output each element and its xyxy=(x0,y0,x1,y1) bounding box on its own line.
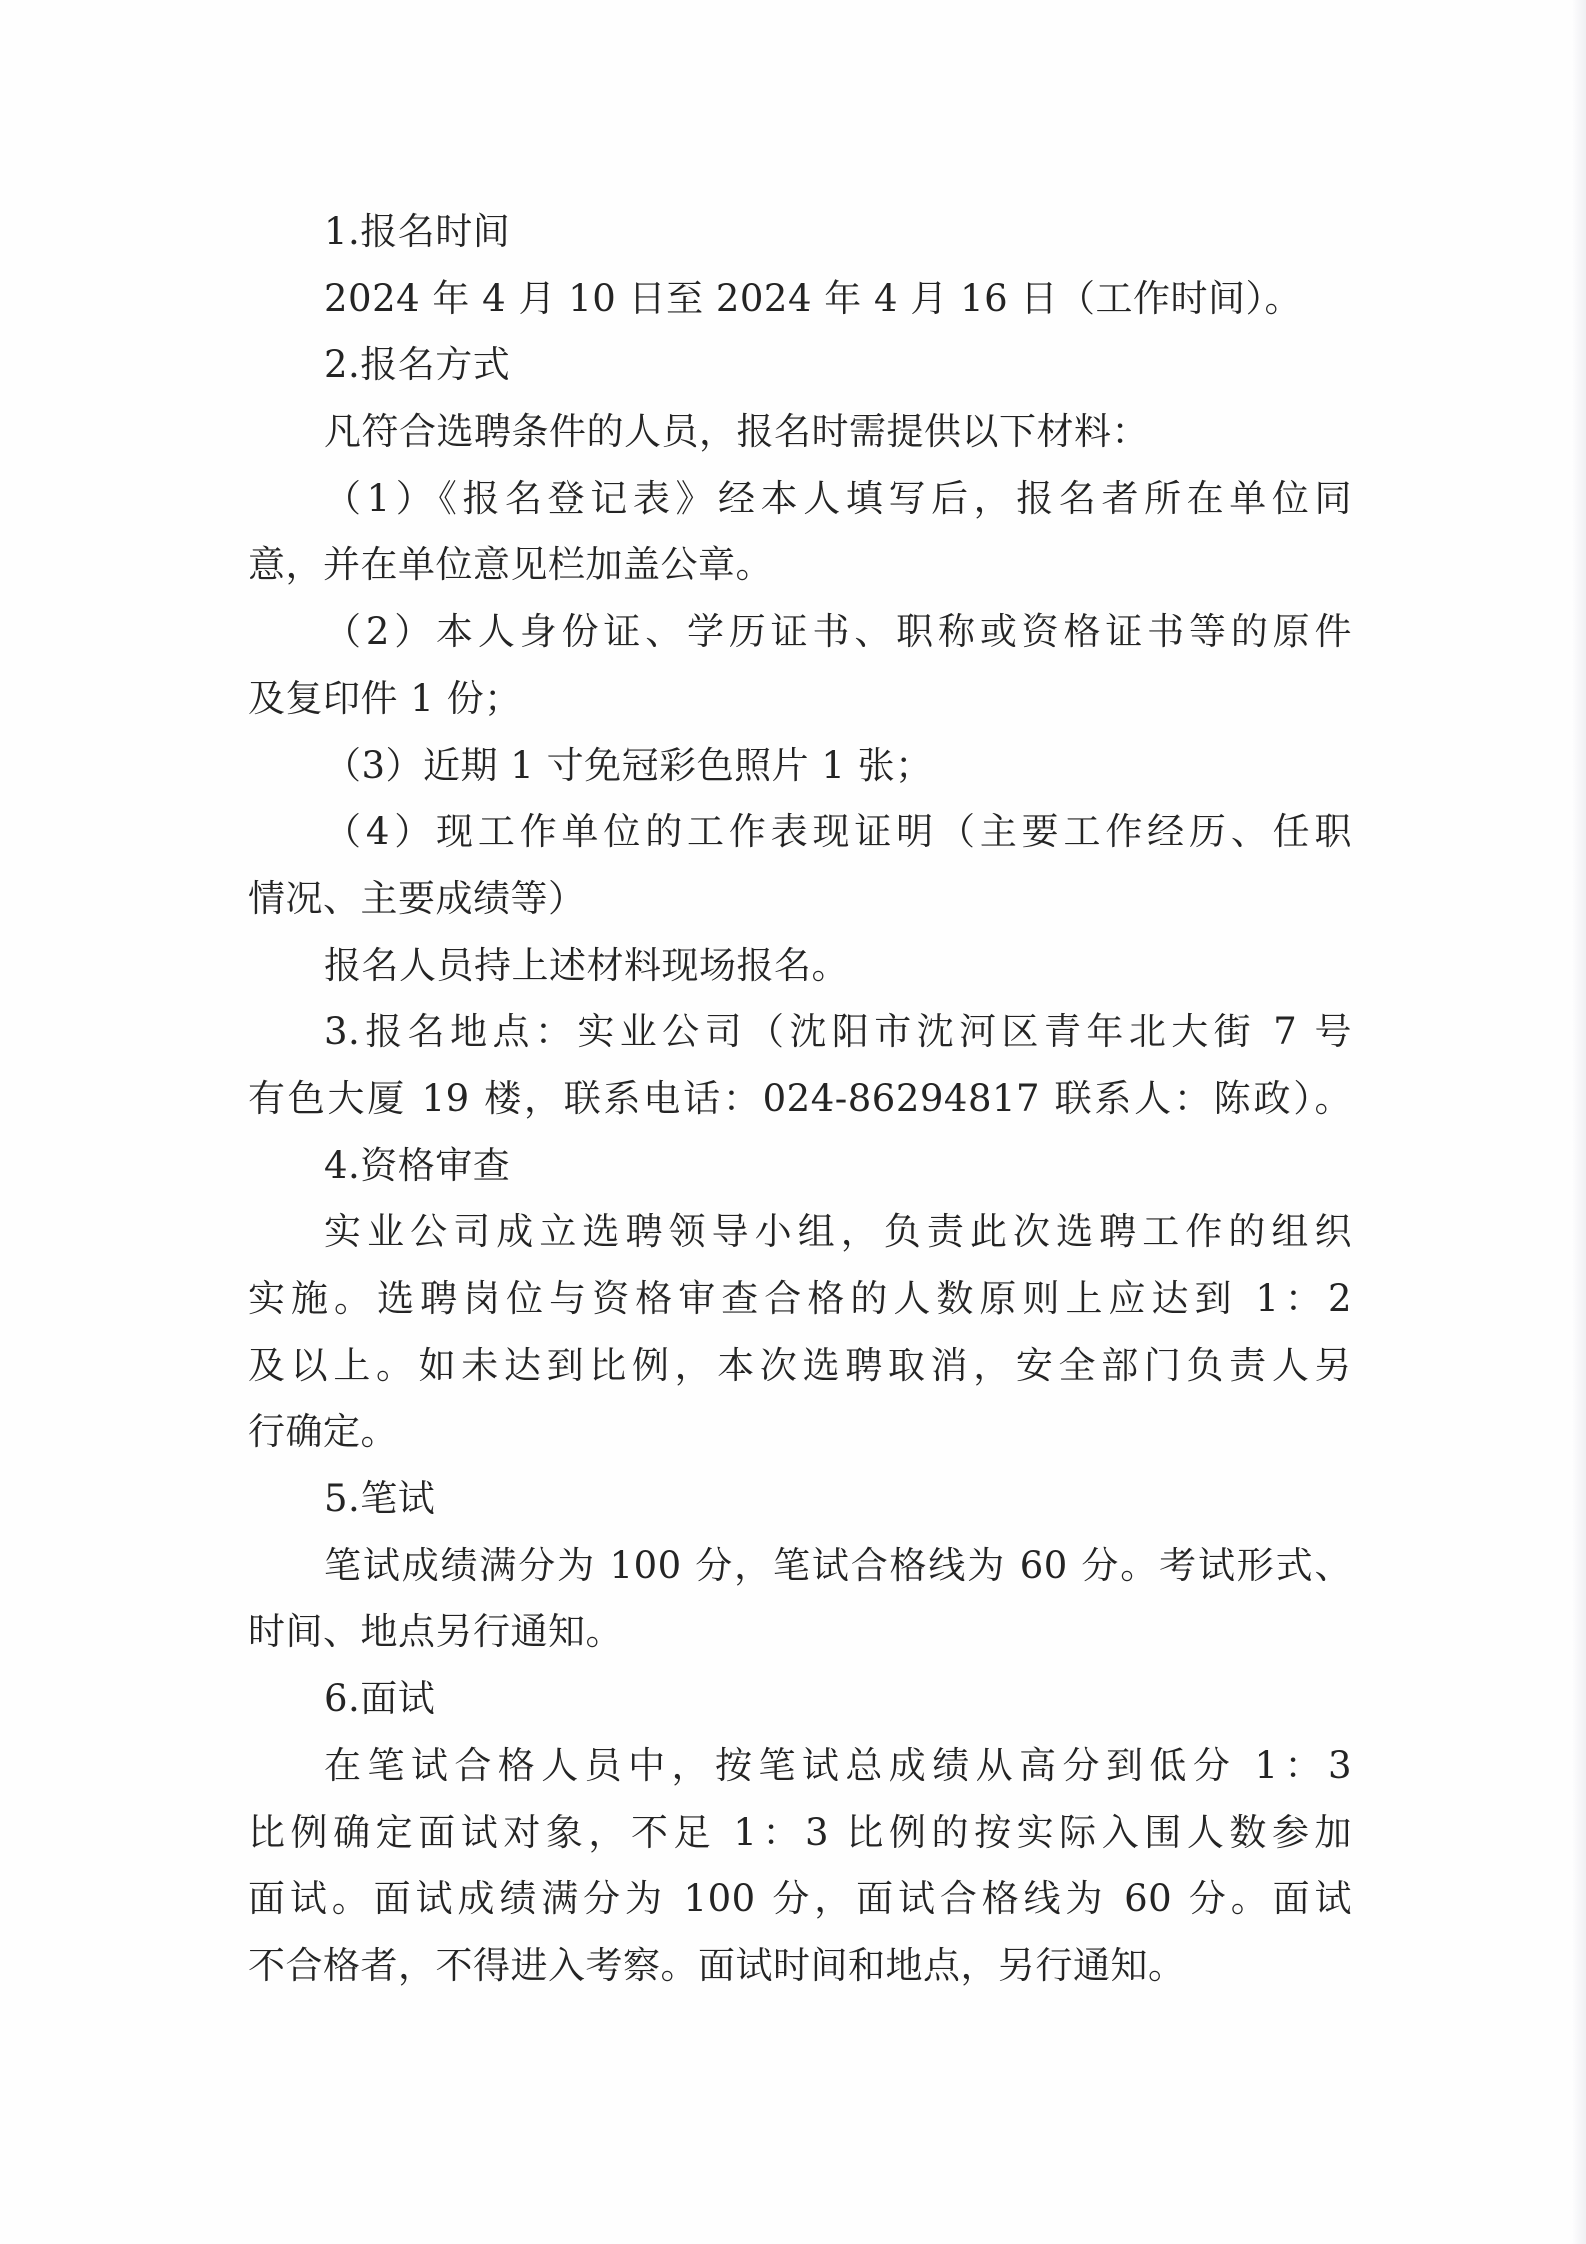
list-item-line: （1）《报名登记表》经本人填写后，报名者所在单位同 xyxy=(324,476,1352,520)
heading-line: 5.笔试 xyxy=(324,1477,436,1521)
section-heading-registration-time xyxy=(248,199,1352,266)
paragraph-line: 实业公司成立选聘领导小组，负责此次选聘工作的组织 xyxy=(324,1210,1352,1254)
materials-item-3 xyxy=(248,733,1352,800)
list-item-line: 及复印件 1 份； xyxy=(248,676,522,720)
section-heading-registration-method xyxy=(248,332,1352,399)
section-heading-interview xyxy=(248,1666,1352,1733)
registration-materials-intro xyxy=(248,399,1352,466)
registration-in-person-note xyxy=(248,933,1352,1000)
list-item-line: （3）近期 1 寸免冠彩色照片 1 张； xyxy=(324,743,933,787)
paragraph-line: 不合格者，不得进入考察。面试时间和地点，另行通知。 xyxy=(248,1943,1186,1987)
paragraph-line: 笔试成绩满分为 100 分，笔试合格线为 60 分。考试形式、 xyxy=(324,1543,1352,1587)
paragraph-line: 2024 年 4 月 10 日至 2024 年 4 月 16 日（工作时间）。 xyxy=(324,276,1302,320)
section-heading-qualification-review xyxy=(248,1133,1352,1200)
paragraph-line: 实施。选聘岗位与资格审查合格的人数原则上应达到 1：2 xyxy=(248,1277,1352,1320)
list-item-line: （2）本人身份证、学历证书、职称或资格证书等的原件 xyxy=(324,610,1352,654)
scan-edge-shadow xyxy=(1572,0,1586,2244)
materials-item-2 xyxy=(248,599,1352,732)
list-item-line: （4）现工作单位的工作表现证明（主要工作经历、任职 xyxy=(324,810,1352,854)
paragraph-line: 及以上。如未达到比例，本次选聘取消，安全部门负责人另 xyxy=(248,1343,1352,1387)
paragraph-line: 比例确定面试对象，不足 1：3 比例的按实际入围人数参加 xyxy=(248,1810,1352,1854)
heading-line: 4.资格审查 xyxy=(324,1143,511,1187)
paragraph-line: 3.报名地点：实业公司（沈阳市沈河区青年北大街 7 号 xyxy=(324,1010,1352,1054)
materials-item-4 xyxy=(248,799,1352,932)
list-item-line: 情况、主要成绩等） xyxy=(248,876,586,920)
paragraph-line: 面试。面试成绩满分为 100 分，面试合格线为 60 分。面试 xyxy=(248,1877,1352,1921)
paragraph-line: 行确定。 xyxy=(248,1410,398,1454)
materials-item-1 xyxy=(248,466,1352,599)
section-heading-written-exam xyxy=(248,1466,1352,1533)
paragraph-line: 报名人员持上述材料现场报名。 xyxy=(324,943,849,987)
registration-time-paragraph xyxy=(248,266,1352,333)
document-body xyxy=(248,199,1352,2000)
heading-line: 1.报名时间 xyxy=(324,210,511,253)
list-item-line: 意，并在单位意见栏加盖公章。 xyxy=(248,543,773,587)
registration-location-paragraph xyxy=(248,999,1352,1132)
paragraph-line: 凡符合选聘条件的人员，报名时需提供以下材料： xyxy=(324,410,1149,454)
interview-paragraph xyxy=(248,1733,1352,2000)
qualification-review-paragraph xyxy=(248,1199,1352,1466)
heading-line: 6.面试 xyxy=(324,1677,436,1721)
heading-line: 2.报名方式 xyxy=(324,343,511,387)
paragraph-line: 在笔试合格人员中，按笔试总成绩从高分到低分 1：3 xyxy=(324,1743,1352,1787)
written-exam-paragraph xyxy=(248,1533,1352,1666)
paragraph-line: 时间、地点另行通知。 xyxy=(248,1610,623,1654)
paragraph-line: 有色大厦 19 楼，联系电话：024-86294817 联系人：陈政）。 xyxy=(248,1076,1352,1120)
